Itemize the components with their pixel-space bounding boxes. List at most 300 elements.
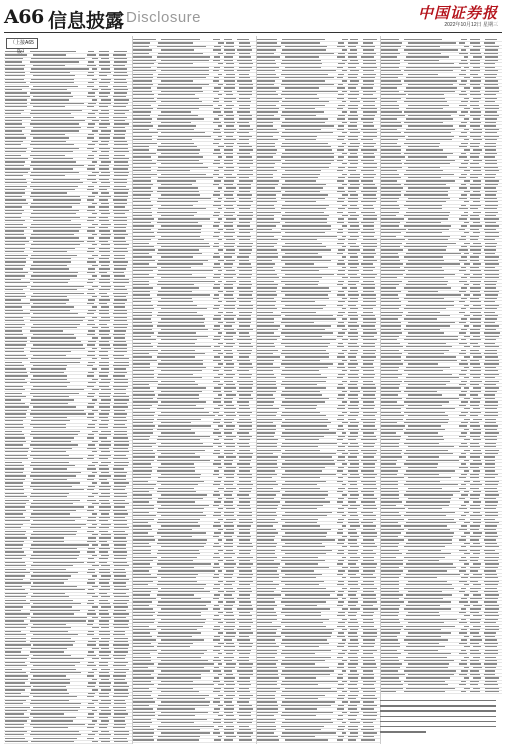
- table-cell: [114, 372, 127, 373]
- table-cell: [406, 563, 454, 564]
- table-cell: [33, 603, 81, 604]
- table-cell: [99, 282, 110, 283]
- table-cell: [92, 368, 97, 369]
- table-cell: [214, 356, 220, 357]
- table-cell: [158, 208, 206, 209]
- table-cell: [381, 456, 401, 457]
- table-cell: [350, 494, 359, 495]
- table-cell: [114, 165, 129, 166]
- table-cell: [133, 143, 157, 144]
- table-cell: [31, 130, 79, 131]
- table-cell: [350, 474, 359, 475]
- table-cell: [459, 301, 465, 302]
- table-cell: [350, 49, 357, 50]
- table-cell: [101, 555, 109, 556]
- table-cell: [485, 443, 496, 444]
- table-cell: [350, 184, 359, 185]
- table-cell: [114, 462, 128, 463]
- table-cell: [5, 341, 27, 342]
- table-cell: [224, 553, 235, 554]
- table-cell: [461, 515, 467, 516]
- table-cell: [161, 298, 193, 299]
- table-cell: [92, 720, 97, 721]
- table-cell: [157, 222, 198, 223]
- table-cell: [237, 474, 251, 475]
- table-cell: [459, 550, 467, 551]
- table-cell: [381, 384, 400, 385]
- table-cell: [361, 108, 377, 109]
- table-cell: [226, 343, 235, 344]
- table-cell: [133, 567, 151, 568]
- table-cell: [348, 657, 358, 658]
- table-cell: [485, 563, 499, 564]
- table-cell: [5, 482, 23, 483]
- table-cell: [101, 575, 111, 576]
- table-cell: [133, 588, 158, 589]
- table-cell: [5, 234, 24, 235]
- table-cell: [257, 591, 274, 592]
- note-text-line: [380, 726, 496, 727]
- table-cell: [381, 419, 403, 420]
- table-cell: [404, 70, 452, 71]
- table-cell: [282, 153, 334, 154]
- table-cell: [348, 584, 359, 585]
- table-cell: [363, 301, 376, 302]
- table-cell: [218, 384, 223, 385]
- table-cell: [33, 500, 79, 501]
- table-cell: [5, 382, 26, 383]
- table-cell: [214, 305, 220, 306]
- table-cell: [87, 75, 94, 76]
- table-cell: [281, 125, 334, 126]
- table-cell: [464, 481, 470, 482]
- table-cell: [218, 115, 223, 116]
- table-cell: [470, 267, 479, 268]
- table-cell: [226, 570, 234, 571]
- table-cell: [113, 717, 126, 718]
- table-cell: [30, 134, 65, 135]
- table-cell: [5, 544, 23, 545]
- table-cell: [470, 691, 480, 692]
- table-cell: [363, 111, 378, 112]
- table-cell: [285, 46, 328, 47]
- table-cell: [113, 96, 126, 97]
- table-cell: [31, 389, 84, 390]
- table-cell: [337, 243, 344, 244]
- table-cell: [337, 129, 344, 130]
- table-cell: [239, 346, 253, 347]
- table-cell: [5, 665, 27, 666]
- table-cell: [214, 481, 221, 482]
- table-cell: [406, 56, 450, 57]
- table-cell: [99, 382, 111, 383]
- table-cell: [99, 237, 110, 238]
- table-cell: [5, 189, 24, 190]
- table-cell: [239, 501, 250, 502]
- table-cell: [237, 256, 249, 257]
- table-cell: [30, 351, 72, 352]
- table-cell: [257, 481, 276, 482]
- table-cell: [337, 56, 345, 57]
- table-cell: [30, 72, 70, 73]
- table-cell: [101, 534, 111, 535]
- table-cell: [31, 89, 67, 90]
- table-cell: [99, 510, 110, 511]
- table-cell: [363, 381, 374, 382]
- table-cell: [464, 87, 470, 88]
- table-cell: [237, 205, 250, 206]
- table-cell: [257, 287, 277, 288]
- table-cell: [33, 572, 78, 573]
- table-cell: [30, 569, 66, 570]
- table-cell: [114, 275, 125, 276]
- table-cell: [285, 170, 321, 171]
- table-cell: [226, 498, 234, 499]
- table-cell: [381, 470, 397, 471]
- table-cell: [485, 108, 499, 109]
- table-cell: [30, 155, 65, 156]
- table-cell: [381, 356, 400, 357]
- table-cell: [257, 56, 280, 57]
- table-cell: [5, 410, 27, 411]
- table-cell: [363, 42, 374, 43]
- table-cell: [363, 567, 377, 568]
- table-cell: [470, 174, 482, 175]
- table-cell: [485, 646, 497, 647]
- table-cell: [338, 456, 345, 457]
- table-cell: [99, 230, 110, 231]
- table-cell: [33, 251, 67, 252]
- table-cell: [257, 229, 272, 230]
- table-cell: [226, 467, 235, 468]
- table-cell: [363, 453, 377, 454]
- table-cell: [408, 663, 449, 664]
- table-cell: [224, 101, 233, 102]
- table-cell: [99, 562, 108, 563]
- table-cell: [484, 146, 496, 147]
- table-cell: [459, 663, 466, 664]
- table-cell: [224, 401, 233, 402]
- table-cell: [404, 236, 450, 237]
- table-cell: [464, 108, 469, 109]
- table-cell: [5, 682, 25, 683]
- table-cell: [473, 522, 482, 523]
- table-cell: [363, 215, 377, 216]
- table-cell: [99, 127, 107, 128]
- table-cell: [464, 325, 469, 326]
- table-cell: [485, 236, 499, 237]
- table-cell: [348, 394, 358, 395]
- table-cell: [408, 301, 454, 302]
- table-cell: [485, 408, 497, 409]
- table-cell: [381, 80, 400, 81]
- table-cell: [239, 615, 253, 616]
- table-cell: [404, 412, 444, 413]
- table-cell: [257, 398, 275, 399]
- table-cell: [464, 646, 470, 647]
- table-cell: [161, 236, 201, 237]
- table-cell: [114, 441, 129, 442]
- table-cell: [485, 429, 498, 430]
- table-column-2: [132, 36, 256, 744]
- table-cell: [237, 215, 253, 216]
- table-cell: [218, 394, 223, 395]
- table-cell: [5, 89, 22, 90]
- table-cell: [158, 581, 197, 582]
- table-cell: [485, 598, 498, 599]
- table-cell: [257, 608, 274, 609]
- table-cell: [464, 553, 470, 554]
- table-cell: [406, 201, 446, 202]
- table-cell: [348, 198, 359, 199]
- table-cell: [92, 658, 98, 659]
- table-cell: [348, 363, 358, 364]
- table-cell: [342, 236, 347, 237]
- table-cell: [226, 229, 234, 230]
- table-cell: [113, 686, 130, 687]
- table-cell: [342, 80, 347, 81]
- table-cell: [342, 577, 347, 578]
- table-cell: [114, 434, 127, 435]
- table-cell: [213, 484, 220, 485]
- table-cell: [408, 570, 447, 571]
- table-cell: [350, 557, 359, 558]
- table-cell: [350, 163, 358, 164]
- table-cell: [350, 629, 358, 630]
- table-cell: [158, 63, 193, 64]
- table-cell: [406, 315, 450, 316]
- table-cell: [285, 201, 316, 202]
- table-cell: [404, 670, 455, 671]
- table-cell: [337, 522, 344, 523]
- table-cell: [338, 156, 344, 157]
- table-cell: [363, 39, 378, 40]
- table-cell: [381, 632, 400, 633]
- table-cell: [282, 474, 336, 475]
- table-cell: [348, 177, 360, 178]
- table-cell: [31, 638, 71, 639]
- table-cell: [281, 405, 318, 406]
- table-cell: [470, 350, 479, 351]
- table-cell: [224, 77, 235, 78]
- table-cell: [257, 598, 273, 599]
- table-cell: [158, 177, 213, 178]
- table-cell: [99, 531, 109, 532]
- table-cell: [114, 175, 128, 176]
- table-cell: [213, 422, 221, 423]
- table-cell: [337, 419, 344, 420]
- table-cell: [133, 674, 151, 675]
- table-cell: [113, 406, 128, 407]
- table-cell: [282, 691, 337, 692]
- table-cell: [157, 67, 209, 68]
- table-cell: [214, 626, 220, 627]
- table-cell: [361, 636, 377, 637]
- table-cell: [133, 170, 151, 171]
- table-cell: [87, 427, 95, 428]
- table-cell: [281, 695, 326, 696]
- table-cell: [406, 77, 456, 78]
- table-cell: [224, 387, 236, 388]
- table-cell: [282, 101, 329, 102]
- table-cell: [101, 130, 111, 131]
- table-cell: [338, 74, 345, 75]
- table-cell: [87, 417, 94, 418]
- table-cell: [381, 105, 399, 106]
- table-cell: [461, 598, 467, 599]
- table-cell: [87, 738, 94, 739]
- table-cell: [337, 450, 345, 451]
- table-cell: [257, 46, 281, 47]
- table-cell: [257, 67, 279, 68]
- table-cell: [484, 539, 497, 540]
- table-cell: [239, 408, 250, 409]
- table-cell: [33, 355, 66, 356]
- table-cell: [257, 632, 276, 633]
- table-cell: [348, 667, 356, 668]
- table-cell: [406, 149, 444, 150]
- table-cell: [381, 581, 399, 582]
- table-cell: [33, 531, 76, 532]
- table-cell: [281, 529, 331, 530]
- table-cell: [281, 146, 331, 147]
- table-cell: [342, 432, 347, 433]
- table-cell: [213, 329, 220, 330]
- table-cell: [5, 679, 28, 680]
- table-cell: [485, 567, 498, 568]
- table-cell: [459, 42, 465, 43]
- table-cell: [363, 412, 377, 413]
- table-cell: [464, 149, 470, 150]
- table-cell: [239, 736, 252, 737]
- table-cell: [404, 505, 448, 506]
- table-cell: [114, 234, 128, 235]
- table-cell: [348, 249, 360, 250]
- table-cell: [459, 488, 466, 489]
- table-cell: [404, 608, 451, 609]
- table-cell: [485, 525, 497, 526]
- table-cell: [157, 491, 197, 492]
- table-cell: [92, 669, 97, 670]
- table-cell: [337, 501, 344, 502]
- table-cell: [224, 336, 233, 337]
- table-cell: [338, 374, 345, 375]
- table-cell: [101, 286, 111, 287]
- table-cell: [239, 456, 252, 457]
- table-cell: [133, 608, 152, 609]
- table-cell: [257, 436, 274, 437]
- table-cell: [114, 638, 128, 639]
- table-cell: [381, 505, 396, 506]
- table-cell: [485, 594, 499, 595]
- table-cell: [408, 239, 448, 240]
- table-cell: [239, 353, 252, 354]
- table-cell: [285, 646, 319, 647]
- table-cell: [361, 212, 374, 213]
- table-cell: [461, 639, 468, 640]
- table-cell: [5, 110, 24, 111]
- table-cell: [214, 501, 221, 502]
- table-cell: [473, 253, 482, 254]
- table-cell: [214, 729, 219, 730]
- table-cell: [33, 634, 78, 635]
- table-cell: [157, 439, 200, 440]
- table-cell: [285, 180, 316, 181]
- table-cell: [33, 54, 65, 55]
- table-cell: [99, 434, 111, 435]
- table-cell: [157, 501, 195, 502]
- table-cell: [408, 508, 442, 509]
- table-cell: [92, 606, 97, 607]
- table-cell: [473, 512, 480, 513]
- table-cell: [114, 524, 127, 525]
- table-cell: [161, 639, 204, 640]
- table-cell: [485, 122, 497, 123]
- table-cell: [361, 450, 377, 451]
- table-cell: [88, 382, 95, 383]
- table-cell: [363, 208, 374, 209]
- table-cell: [133, 646, 154, 647]
- table-cell: [157, 139, 192, 140]
- table-cell: [464, 677, 469, 678]
- table-cell: [363, 598, 376, 599]
- table-cell: [237, 184, 251, 185]
- table-cell: [226, 42, 233, 43]
- table-cell: [461, 215, 468, 216]
- table-cell: [114, 182, 127, 183]
- table-cell: [257, 626, 280, 627]
- table-cell: [226, 622, 234, 623]
- table-cell: [133, 305, 153, 306]
- table-cell: [30, 506, 85, 507]
- table-cell: [470, 246, 481, 247]
- table-cell: [406, 574, 461, 575]
- table-cell: [33, 365, 66, 366]
- table-cell: [133, 229, 151, 230]
- table-cell: [161, 474, 202, 475]
- table-cell: [237, 536, 251, 537]
- table-cell: [214, 708, 220, 709]
- table-cell: [470, 153, 479, 154]
- table-cell: [31, 720, 73, 721]
- table-cell: [157, 646, 191, 647]
- table-cell: [459, 415, 466, 416]
- table-cell: [224, 577, 232, 578]
- table-cell: [337, 46, 346, 47]
- table-cell: [348, 105, 358, 106]
- table-cell: [363, 167, 377, 168]
- table-cell: [281, 415, 326, 416]
- table-cell: [5, 610, 21, 611]
- table-cell: [337, 263, 345, 264]
- table-cell: [224, 205, 233, 206]
- table-cell: [381, 605, 400, 606]
- table-cell: [470, 477, 478, 478]
- table-cell: [459, 653, 466, 654]
- table-cell: [5, 451, 28, 452]
- table-cell: [363, 184, 376, 185]
- table-cell: [381, 401, 397, 402]
- table-cell: [406, 243, 456, 244]
- table-cell: [157, 450, 206, 451]
- table-cell: [485, 670, 495, 671]
- table-cell: [381, 236, 396, 237]
- table-cell: [485, 67, 495, 68]
- table-cell: [5, 406, 29, 407]
- table-cell: [239, 232, 251, 233]
- table-cell: [281, 198, 325, 199]
- table-cell: [381, 501, 401, 502]
